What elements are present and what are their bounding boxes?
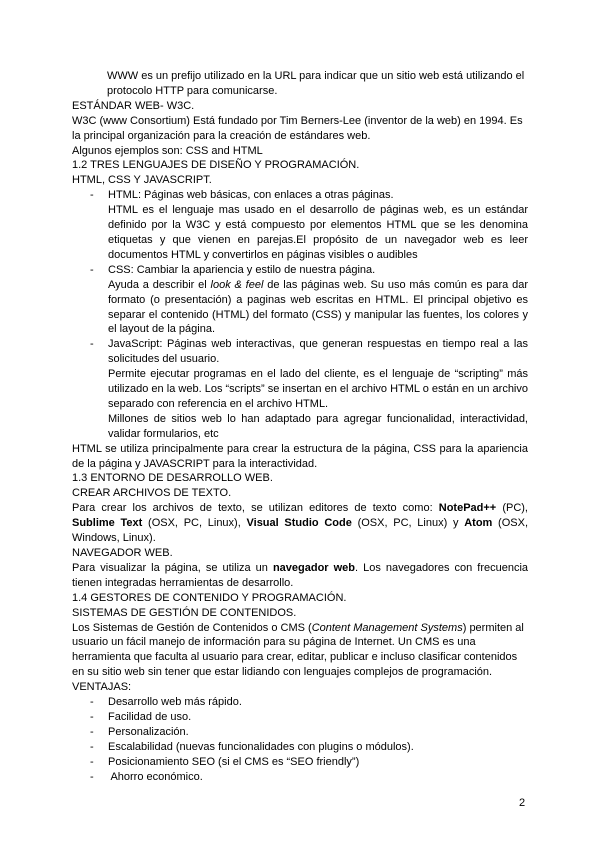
atom-editor: Atom bbox=[464, 517, 493, 530]
sublime-os: (OSX, PC, Linux), bbox=[142, 517, 247, 530]
css-item-title: CSS: Cambiar la apariencia y estilo de nuestra página. bbox=[108, 263, 376, 276]
list-dash: - bbox=[90, 755, 94, 768]
visual-studio-code: Visual Studio Code bbox=[246, 517, 352, 530]
document-page bbox=[72, 69, 528, 785]
javascript-item-title: JavaScript: Páginas web interactivas, que generan respuestas en tiempo real a las solicitudes del usuario. bbox=[108, 338, 528, 366]
list-item-javascript bbox=[72, 337, 528, 441]
advantage-text: Escalabilidad (nuevas funcionalidades con plugins o módulos). bbox=[108, 740, 414, 753]
list-dash: - bbox=[90, 338, 94, 351]
browser-text-rest: . Los navegadores con frecuencia tienen integradas herramientas de desarrollo. bbox=[72, 561, 529, 589]
list-dash: - bbox=[90, 710, 94, 723]
list-dash: - bbox=[90, 740, 94, 753]
list-dash: - bbox=[90, 189, 94, 202]
advantage-item bbox=[72, 710, 528, 725]
section-1-4-heading: 1.4 GESTORES DE CONTENIDO Y PROGRAMACIÓN. bbox=[72, 591, 347, 604]
advantage-text: Ahorro económico. bbox=[108, 770, 203, 783]
list-item-css bbox=[72, 263, 528, 338]
advantage-item bbox=[72, 755, 528, 770]
browser-text: Para visualizar la página, se utiliza un bbox=[72, 561, 273, 574]
advantage-text: Facilidad de uso. bbox=[108, 710, 192, 723]
cms-paragraph bbox=[72, 621, 528, 681]
list-dash: - bbox=[90, 263, 94, 276]
notepad-plus-plus: NotePad++ bbox=[438, 502, 497, 515]
atom-os: (OSX, Windows, Linux). bbox=[72, 517, 528, 545]
w3c-paragraph: W3C (www Consortium) Está fundado por Tim Berners-Lee (inventor de la web) en 1994. Es la principal organización para la creación de estándares web. bbox=[72, 114, 523, 142]
advantage-item bbox=[72, 770, 528, 785]
page-number: 2 bbox=[519, 797, 526, 809]
cms-emphasis: Content Management Systems bbox=[311, 621, 463, 634]
list-dash: - bbox=[90, 770, 94, 783]
cms-text-rest: ) permiten al usuario un fácil manejo de información para su página de Internet. Un CMS es una herramienta que faculta al usuario para crear, editar, publicar e incluso clasificar contenidos en su sitio web sin tener que estar lidiando con lenguajes complejos de programación. bbox=[72, 621, 524, 679]
list-dash: - bbox=[90, 696, 94, 709]
html-item-title: HTML: Páginas web básicas, con enlaces a otras páginas. bbox=[108, 189, 394, 202]
www-note: WWW es un prefijo utilizado en la URL para indicar que un sitio web está utilizando el protocolo HTTP para comunicarse. bbox=[107, 70, 525, 97]
cms-text: Los Sistemas de Gestión de Contenidos o CMS ( bbox=[72, 621, 312, 634]
advantage-text: Desarrollo web más rápido. bbox=[108, 696, 242, 709]
advantage-item bbox=[72, 740, 528, 755]
advantage-text: Personalización. bbox=[108, 725, 189, 738]
web-browser-paragraph bbox=[72, 561, 528, 591]
look-and-feel-emphasis: look & feel bbox=[210, 278, 264, 291]
section-1-2-subheading: HTML, CSS Y JAVASCRIPT. bbox=[72, 174, 212, 187]
navegador-web-strong: navegador web bbox=[272, 561, 355, 574]
css-body-text-rest: de las páginas web. Su uso más común es para dar formato (o presentación) a paginas web escritas en HTML. El principal objetivo es separar el contenido (HTML) del formato (CSS) y manipular las fuentes, los colores y el layout de la página. bbox=[108, 278, 528, 336]
notepad-os: (PC), bbox=[496, 502, 528, 515]
list-dash: - bbox=[90, 725, 94, 738]
languages-summary: HTML se utiliza principalmente para crear la estructura de la página, CSS para la apariencia de la página y JAVASCRIPT para la interactividad. bbox=[72, 442, 528, 470]
text-editors-paragraph bbox=[72, 501, 528, 546]
css-body-text: Ayuda a describir el bbox=[108, 278, 211, 291]
create-files-heading: CREAR ARCHIVOS DE TEXTO. bbox=[72, 487, 232, 500]
advantages-heading: VENTAJAS: bbox=[72, 681, 132, 694]
editors-intro: Para crear los archivos de texto, se utilizan editores de texto como: bbox=[72, 502, 439, 515]
web-browser-heading: NAVEGADOR WEB. bbox=[72, 547, 173, 559]
w3c-heading: ESTÁNDAR WEB- W3C. bbox=[72, 99, 195, 112]
advantage-text: Posicionamiento SEO (si el CMS es “SEO friendly”) bbox=[108, 755, 360, 768]
javascript-item-body: Permite ejecutar programas en el lado del cliente, es el lenguaje de “scripting” más utilizado en la web. Los “scripts” se insertan en el archivo HTML o están en un archivo separado con referencia en el archivo HTML. bbox=[108, 368, 528, 410]
section-1-2-heading: 1.2 TRES LENGUAJES DE DISEÑO Y PROGRAMACIÓN. bbox=[72, 159, 360, 172]
sublime-text: Sublime Text bbox=[72, 517, 143, 530]
vscode-os: (OSX, PC, Linux) y bbox=[351, 517, 465, 530]
section-1-3-heading: 1.3 ENTORNO DE DESARROLLO WEB. bbox=[72, 472, 273, 485]
cms-heading: SISTEMAS DE GESTIÓN DE CONTENIDOS. bbox=[72, 606, 297, 619]
list-item-html bbox=[72, 188, 528, 263]
advantage-item bbox=[72, 725, 528, 740]
w3c-examples: Algunos ejemplos son: CSS and HTML bbox=[72, 144, 263, 157]
css-item-body bbox=[108, 278, 528, 338]
javascript-item-body-2: Millones de sitios web lo han adaptado para agregar funcionalidad, interactividad, validar formularios, etc bbox=[108, 412, 528, 440]
html-item-body: HTML es el lenguaje mas usado en el desarrollo de páginas web, es un estándar definido por la W3C y está compuesto por elementos HTML que se les denomina etiquetas y que vienen en parejas.El propósito de un navegador web es leer documentos HTML y convertirlos en páginas visibles o audibles bbox=[108, 204, 528, 261]
advantage-item bbox=[72, 695, 528, 710]
